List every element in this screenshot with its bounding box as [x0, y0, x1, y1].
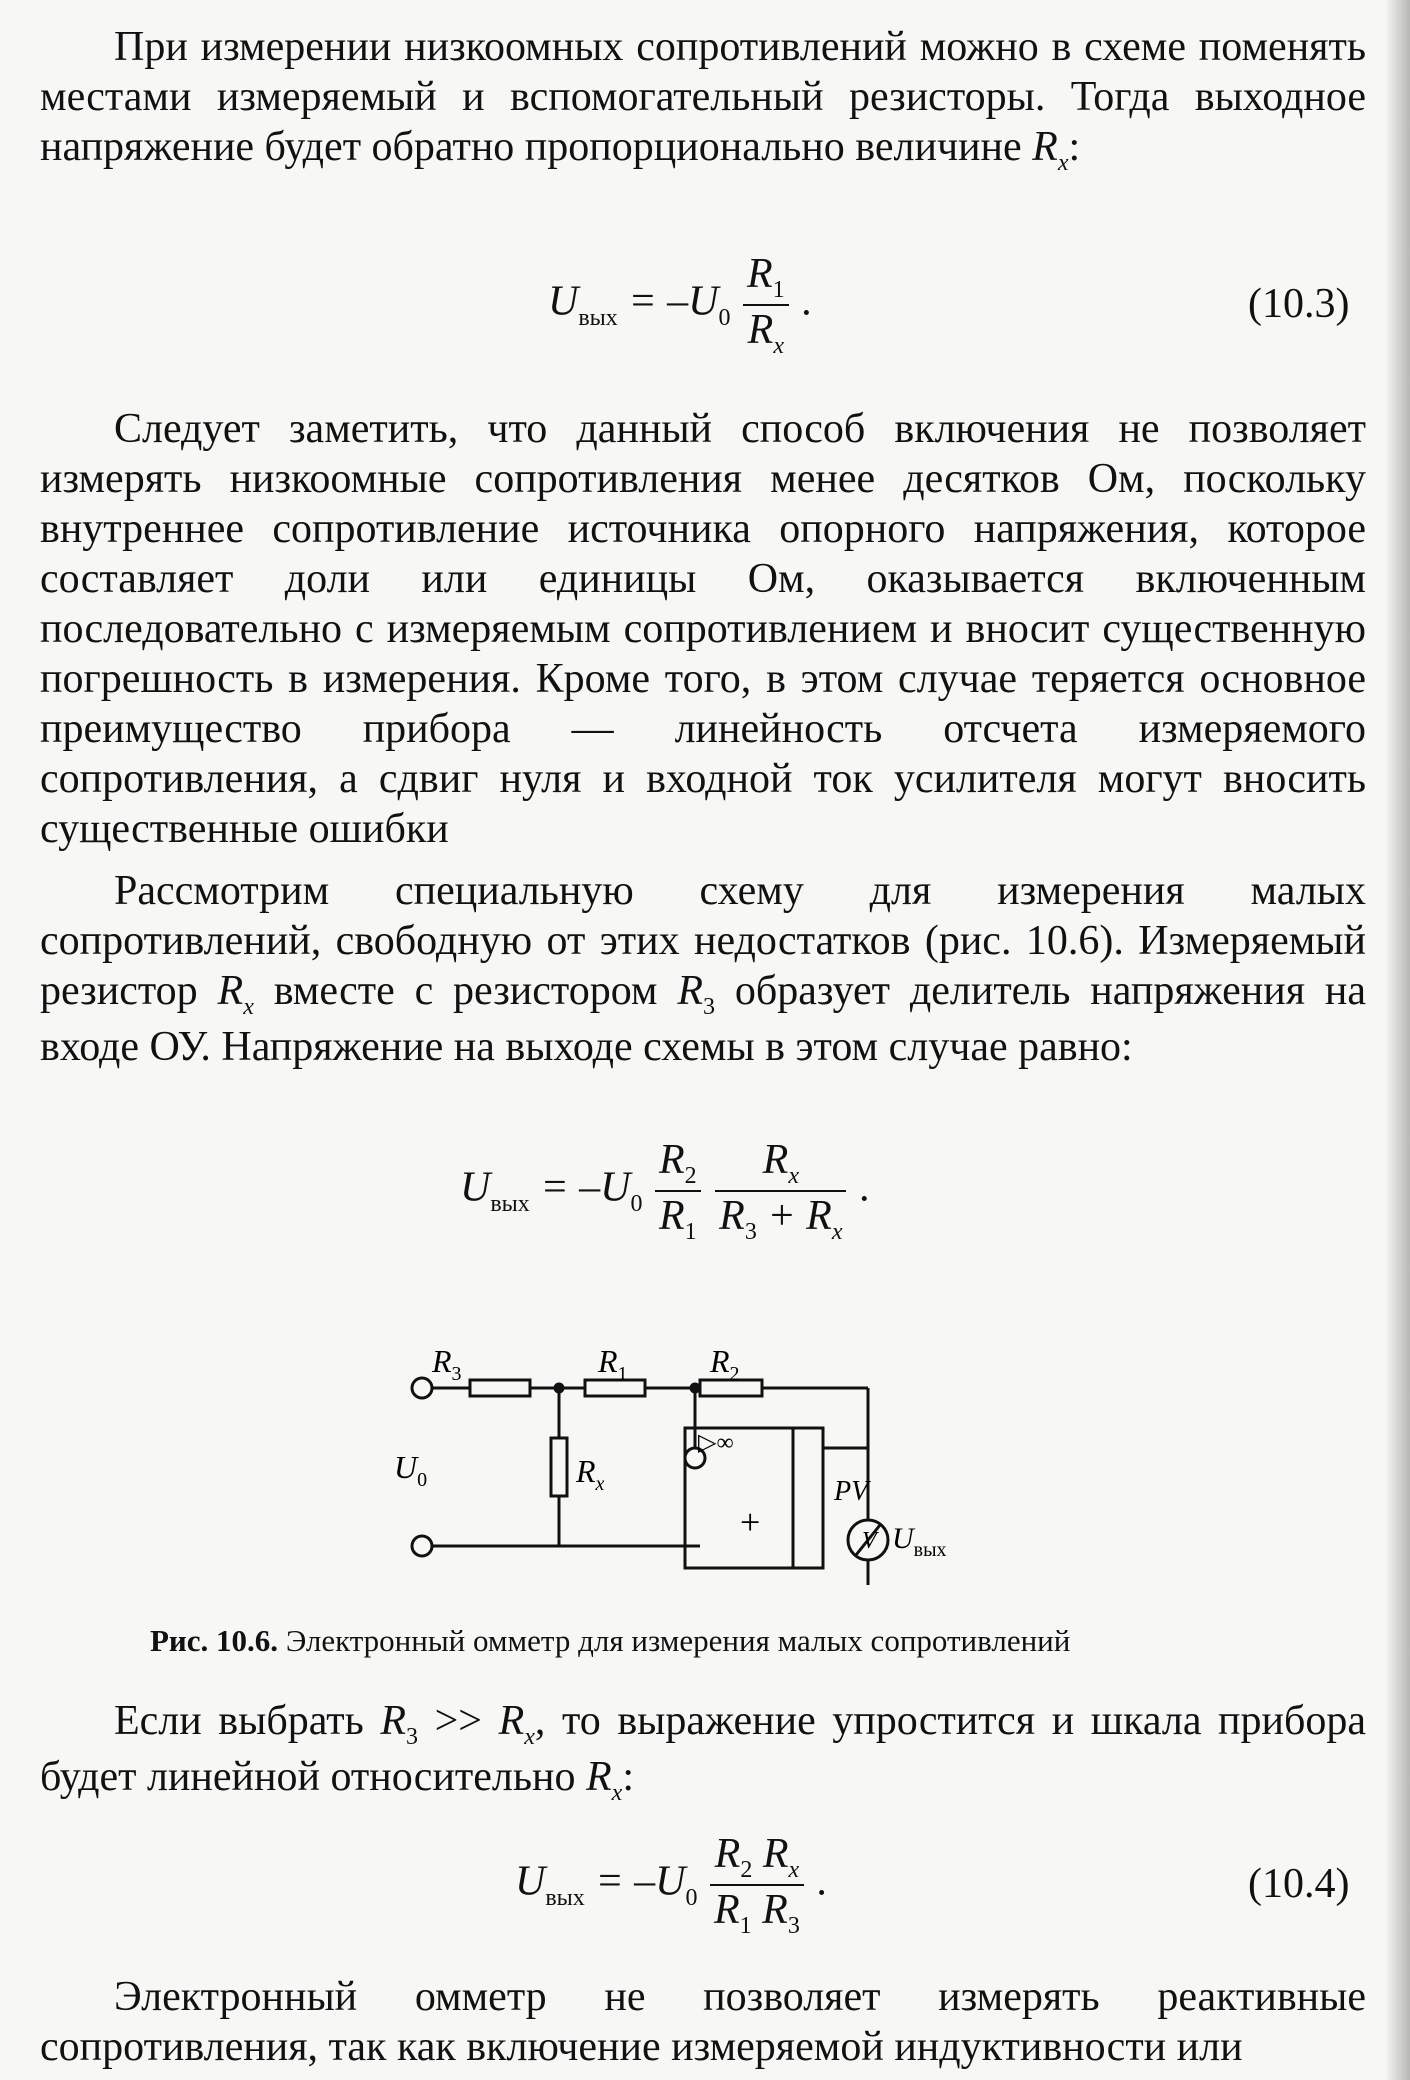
page-edge-shadow: [1386, 0, 1410, 2080]
equation-10-4: $U_{вых} = -U_0$ $\frac{R_2 R_x}{R_1 R_3}$ .: [515, 1831, 827, 1939]
resistor-r1: [585, 1380, 645, 1396]
equation-divider: $U_{вых} = -U_0$ $\frac{R_2}{R_1}$ $\frac{R_x}{R_3 + R_x}$ .: [460, 1137, 870, 1245]
paragraph-2: [40, 404, 1366, 854]
eq1-op-sub: 0: [718, 304, 731, 331]
input-terminal-top: [412, 1378, 432, 1398]
resistor-r3: [470, 1380, 530, 1396]
label-uout: $U_{вых}$: [892, 1522, 947, 1561]
caption-number: Рис. 10.6.: [150, 1623, 279, 1658]
equation-10-3: [548, 250, 812, 360]
resistor-rx: [551, 1438, 567, 1496]
paragraph-5: [40, 1972, 1366, 2072]
label-pv: PV: [834, 1476, 869, 1507]
equation-number-10-4: (10.4): [1248, 1861, 1350, 1907]
eq1-tail: .: [801, 278, 812, 325]
eq1-lhs-sub: вых: [578, 304, 618, 331]
eq1-fraction: $\frac{R_1}{R_x}$: [743, 250, 789, 360]
ohmmeter-circuit-diagram: [380, 1310, 1080, 1600]
paragraph-1-text: При измерении низкоомных сопротивлений можно в схеме поменять местами измеряемый и вспомогательный резисторы. Тогда выходное напряжение будет обратно пропорционально величине: [40, 24, 1366, 170]
paragraph-3: Рассмотрим специальную схему для измерения малых сопротивлений, свободную от этих недостатков (рис. 10.6). Измеряемый резистор $R_x$ вместе с резистором $R_3$ образует делитель напряжения на входе ОУ. Напряжение на выходе схемы в этом случае равно:: [40, 868, 1366, 1070]
svg-text:+: +: [740, 1502, 761, 1542]
label-r1: $R_1$: [598, 1343, 628, 1385]
eq3-fraction: $\frac{R_2 R_x}{R_1 R_3}$: [710, 1830, 804, 1940]
paragraph-1: [40, 22, 1366, 178]
var-r: R: [1032, 124, 1058, 170]
input-terminal-bottom: [412, 1536, 432, 1556]
label-r3: $R_3$: [432, 1343, 462, 1385]
eq2-fraction-2: $\frac{R_x}{R_3 + R_x}$: [715, 1136, 846, 1246]
label-u0: $U_0$: [394, 1449, 428, 1491]
var-r-sub: x: [1057, 150, 1069, 176]
paragraph-4: Если выбрать $R_3 >> R_x$, то выражение упростится и шкала прибора будет линейной относительно $R_x$:: [40, 1698, 1367, 1806]
eq1-lhs: U: [548, 278, 579, 325]
paragraph-5-text: Электронный омметр не позволяет измерять реактивные сопротивления, так как включение измеряемой индуктивности или: [40, 1974, 1366, 2070]
caption-text: Электронный омметр для измерения малых сопротивлений: [278, 1623, 1071, 1658]
eq2-fraction-1: $\frac{R_2}{R_1}$: [655, 1136, 701, 1246]
voltmeter-label: V: [862, 1528, 877, 1554]
paragraph-2-text: Следует заметить, что данный способ включения не позволяет измерять низкоомные сопротивления менее десятков Ом, поскольку внутреннее сопротивление источника опорного напряжения, которое составляет доли или единицы Ом, оказывается включенным последовательно с измеряемым сопротивлением и вносит существенную погрешность в измерения. Кроме того, в этом случае теряется основное преимущество прибора — линейность отсчета измеряемого сопротивления, а сдвиг нуля и входной ток усилителя могут вносить существенные ошибки: [40, 406, 1366, 852]
svg-text:▷∞: ▷∞: [698, 1430, 734, 1456]
label-r2: $R_2$: [710, 1343, 740, 1385]
figure-caption: [150, 1623, 1350, 1659]
label-rx: $R_x$: [576, 1453, 605, 1495]
paragraph-1-end: :: [1068, 124, 1081, 170]
eq1-op: = –U: [628, 278, 719, 325]
equation-number-10-3: (10.3): [1248, 281, 1350, 327]
